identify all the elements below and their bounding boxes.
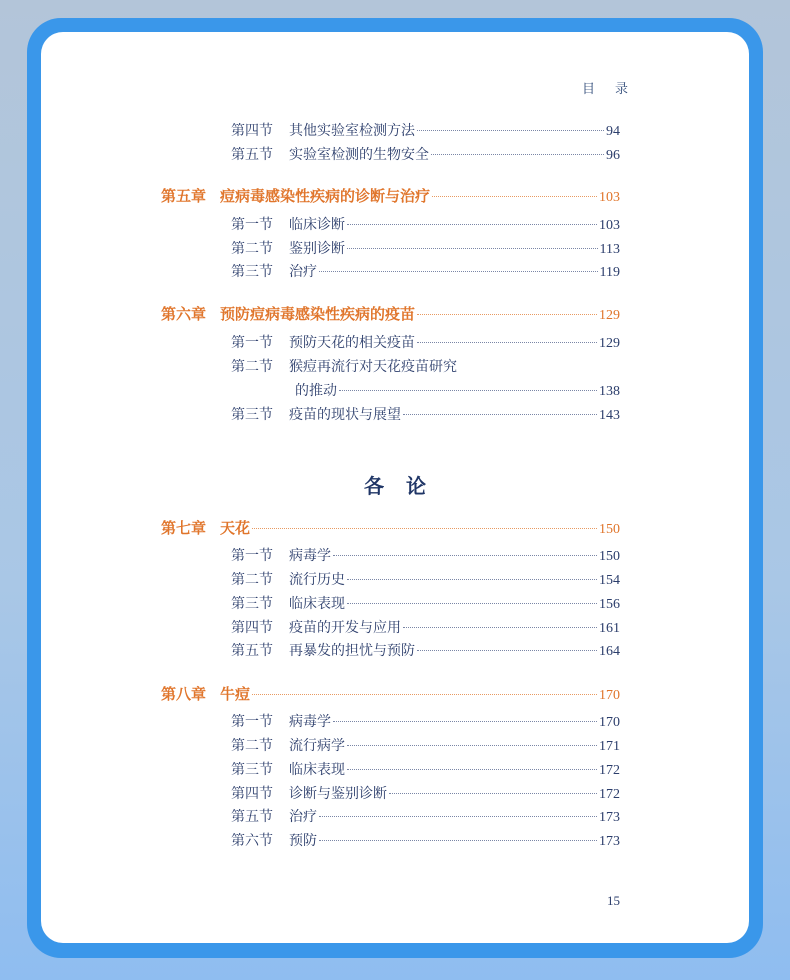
section-title: 实验室检测的生物安全 <box>289 147 429 163</box>
section-title: 临床表现 <box>289 596 345 612</box>
page-number: 164 <box>599 644 620 659</box>
chapter-entry[interactable] <box>161 302 620 326</box>
toc-entry[interactable] <box>231 711 620 733</box>
page-number: 170 <box>599 715 620 730</box>
section-title: 病毒学 <box>289 714 331 730</box>
toc-entry[interactable] <box>231 783 620 805</box>
dot-leader <box>417 314 597 315</box>
dot-leader <box>347 769 597 770</box>
dot-leader <box>319 271 598 272</box>
dot-leader <box>403 414 597 415</box>
page-number: 119 <box>599 265 620 280</box>
dot-leader <box>252 528 597 529</box>
toc-entry[interactable] <box>231 332 620 354</box>
toc-entry[interactable] <box>231 144 620 166</box>
section-number: 第一节 <box>231 217 273 233</box>
chapter-title: 牛痘 <box>220 685 251 703</box>
section-title: 疫苗的现状与展望 <box>289 407 401 423</box>
chapter-entry[interactable] <box>161 184 620 208</box>
dot-leader <box>417 342 597 343</box>
section-number: 第三节 <box>231 407 273 423</box>
section-title-continuation: 的推动 <box>295 383 337 399</box>
section-title: 其他实验室检测方法 <box>289 123 415 139</box>
toc-page <box>41 32 749 943</box>
page-number: 173 <box>599 810 620 825</box>
section-number: 第二节 <box>231 738 273 754</box>
dot-leader <box>319 816 597 817</box>
section-number: 第三节 <box>231 264 273 280</box>
section-title: 治疗 <box>289 264 317 280</box>
section-title: 流行病学 <box>289 738 345 754</box>
toc-entry[interactable] <box>231 261 620 283</box>
section-number: 第二节 <box>231 572 273 588</box>
section-number: 第五节 <box>231 643 273 659</box>
chapter-number: 第七章 <box>161 519 207 537</box>
toc-entry[interactable] <box>231 735 620 757</box>
section-title: 鉴别诊断 <box>289 241 345 257</box>
section-number: 第四节 <box>231 620 273 636</box>
chapter-title: 预防痘病毒感染性疾病的疫苗 <box>220 305 416 323</box>
section-title: 临床表现 <box>289 762 345 778</box>
section-title: 流行历史 <box>289 572 345 588</box>
section-title: 猴痘再流行对天花疫苗研究 <box>289 359 457 375</box>
page-number: 103 <box>599 190 620 205</box>
section-title: 预防天花的相关疫苗 <box>289 335 415 351</box>
page-number: 172 <box>599 787 620 802</box>
dot-leader <box>389 793 597 794</box>
page-number: 170 <box>599 688 620 703</box>
page-number: 150 <box>599 549 620 564</box>
dot-leader <box>417 130 604 131</box>
chapter-title: 痘病毒感染性疾病的诊断与治疗 <box>220 187 431 205</box>
section-number: 第一节 <box>231 714 273 730</box>
dot-leader <box>347 745 597 746</box>
section-title: 疫苗的开发与应用 <box>289 620 401 636</box>
toc-entry-continuation[interactable] <box>295 380 620 402</box>
page-number: 103 <box>599 218 620 233</box>
section-number: 第三节 <box>231 762 273 778</box>
dot-leader <box>347 248 598 249</box>
page-number: 129 <box>599 308 620 323</box>
section-number: 第五节 <box>231 147 273 163</box>
toc-entry[interactable] <box>231 759 620 781</box>
running-head: 目录 <box>581 82 648 97</box>
page-number: 172 <box>599 763 620 778</box>
section-number: 第一节 <box>231 548 273 564</box>
page-number: 173 <box>599 834 620 849</box>
page-number: 94 <box>606 124 620 139</box>
section-title: 临床诊断 <box>289 217 345 233</box>
page-number: 113 <box>599 242 620 257</box>
toc-entry[interactable] <box>231 806 620 828</box>
toc-entry[interactable] <box>231 238 620 260</box>
toc-entry[interactable] <box>231 404 620 426</box>
chapter-number: 第八章 <box>161 685 207 703</box>
section-title: 治疗 <box>289 809 317 825</box>
page-number: 171 <box>599 739 620 754</box>
section-number: 第二节 <box>231 241 273 257</box>
section-number: 第三节 <box>231 596 273 612</box>
page-number: 129 <box>599 336 620 351</box>
toc-entry[interactable] <box>231 569 620 591</box>
toc-entry[interactable] <box>231 545 620 567</box>
chapter-entry[interactable] <box>161 682 620 706</box>
dot-leader <box>319 840 597 841</box>
folio-page-number: 15 <box>607 893 620 908</box>
toc-entry[interactable] <box>231 640 620 662</box>
section-number: 第四节 <box>231 123 273 139</box>
toc-entry-first-line[interactable] <box>231 356 457 378</box>
chapter-title: 天花 <box>220 519 251 537</box>
chapter-entry[interactable] <box>161 516 620 540</box>
page-number: 156 <box>599 597 620 612</box>
page-number: 96 <box>606 148 620 163</box>
page-number: 143 <box>599 408 620 423</box>
section-number: 第一节 <box>231 335 273 351</box>
toc-entry[interactable] <box>231 593 620 615</box>
dot-leader <box>347 579 597 580</box>
section-title: 病毒学 <box>289 548 331 564</box>
chapter-number: 第五章 <box>161 187 207 205</box>
section-title: 诊断与鉴别诊断 <box>289 786 387 802</box>
toc-entry[interactable] <box>231 617 620 639</box>
dot-leader <box>252 694 597 695</box>
page-number: 150 <box>599 522 620 537</box>
part-heading: 各论 <box>364 474 448 498</box>
section-title: 预防 <box>289 833 317 849</box>
page-number: 161 <box>599 621 620 636</box>
toc-entry[interactable] <box>231 830 620 852</box>
dot-leader <box>347 224 597 225</box>
dot-leader <box>333 721 597 722</box>
dot-leader <box>347 603 597 604</box>
page-number: 154 <box>599 573 620 588</box>
section-title: 再暴发的担忧与预防 <box>289 643 415 659</box>
section-number: 第二节 <box>231 359 273 375</box>
dot-leader <box>333 555 597 556</box>
dot-leader <box>339 390 597 391</box>
chapter-number: 第六章 <box>161 305 207 323</box>
dot-leader <box>431 154 604 155</box>
section-number: 第六节 <box>231 833 273 849</box>
dot-leader <box>403 627 597 628</box>
section-number: 第四节 <box>231 786 273 802</box>
dot-leader <box>417 650 597 651</box>
toc-entry[interactable] <box>231 120 620 142</box>
dot-leader <box>432 196 597 197</box>
section-number: 第五节 <box>231 809 273 825</box>
page-number: 138 <box>599 384 620 399</box>
toc-entry[interactable] <box>231 214 620 236</box>
